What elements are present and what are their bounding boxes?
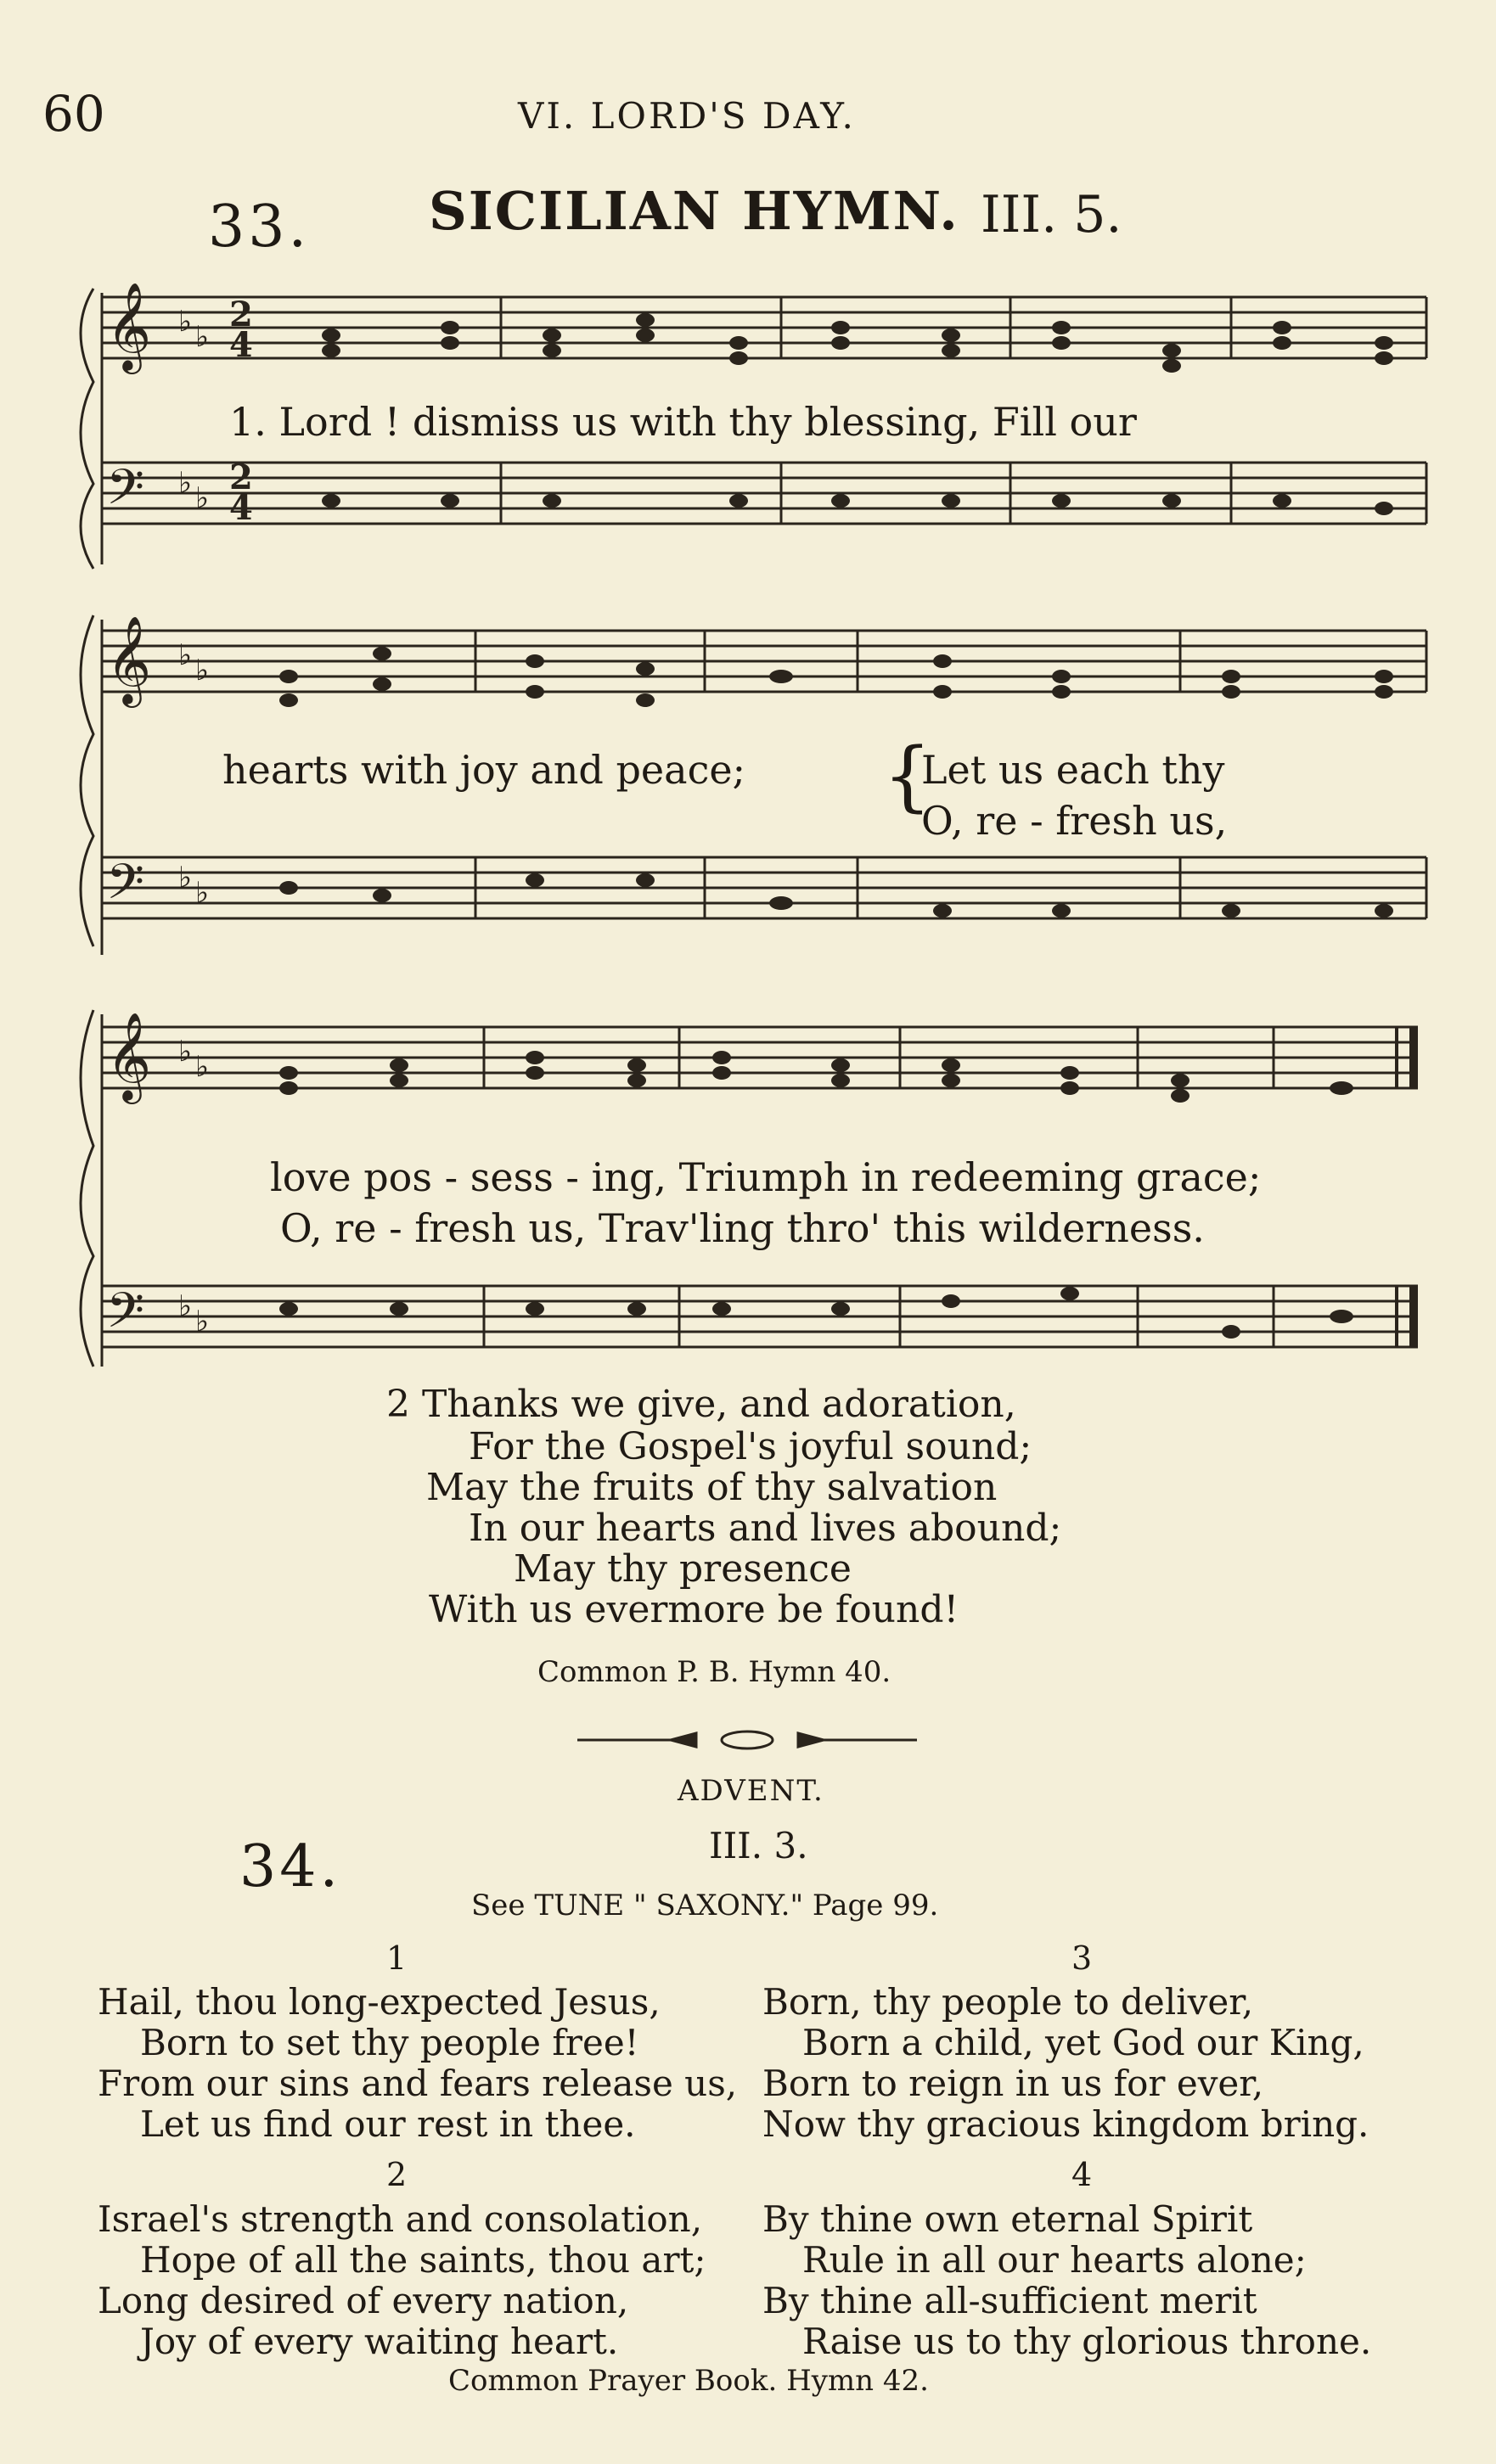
verse-line: Born to reign in us for ever, xyxy=(762,2063,1264,2104)
verse-line: Now thy gracious kingdom bring. xyxy=(762,2103,1369,2145)
hymn-33-number: 33. xyxy=(208,194,311,261)
treble-clef-icon: 𝄞 xyxy=(106,282,152,371)
stanza-number: 1 xyxy=(386,1939,408,1977)
stanza-number: 2 xyxy=(386,2156,408,2193)
verse-line: By thine own eternal Spirit xyxy=(762,2198,1253,2240)
see-tune-note: See TUNE " SAXONY." Page 99. xyxy=(471,1889,939,1922)
verse-line: For the Gospel's joyful sound; xyxy=(469,1425,1032,1468)
verse-line: From our sins and fears release us, xyxy=(98,2063,738,2104)
svg-text:♭: ♭ xyxy=(178,1035,193,1069)
svg-text:♭: ♭ xyxy=(195,876,210,910)
svg-text:♭: ♭ xyxy=(178,466,193,500)
svg-text:♭: ♭ xyxy=(195,481,210,515)
svg-text:𝄢: 𝄢 xyxy=(106,853,145,923)
verse-line: May thy presence xyxy=(514,1547,852,1591)
hymn-34-meter: III. 3. xyxy=(709,1825,808,1866)
svg-text:♭: ♭ xyxy=(195,654,210,688)
verse-line: Born a child, yet God our King, xyxy=(802,2022,1364,2063)
svg-text:4: 4 xyxy=(229,325,253,365)
stanza-number: 3 xyxy=(1071,1939,1093,1977)
svg-text:♭: ♭ xyxy=(178,861,193,895)
verse-line: Hope of all the saints, thou art; xyxy=(140,2239,706,2281)
section-title: ADVENT. xyxy=(678,1774,824,1808)
verse-line: 2 Thanks we give, and adoration, xyxy=(386,1383,1016,1426)
lyric-line: O, re - fresh us, Trav'ling thro' this wilderness. xyxy=(280,1205,1205,1251)
svg-text:♭: ♭ xyxy=(195,1050,210,1084)
verse-line: With us evermore be found! xyxy=(429,1588,959,1631)
svg-text:2: 2 xyxy=(229,457,253,497)
verse-line: By thine all-sufficient merit xyxy=(762,2280,1257,2321)
verse-line: In our hearts and lives abound; xyxy=(469,1507,1062,1550)
hymn-33-meter: III. 5. xyxy=(981,185,1122,244)
svg-text:𝄞: 𝄞 xyxy=(106,615,152,704)
bass-clef-icon: 𝄢 xyxy=(106,458,145,528)
page-number: 60 xyxy=(42,85,105,143)
verse-line: Raise us to thy glorious throne. xyxy=(802,2321,1372,2362)
hymn-34-number: 34. xyxy=(239,1833,342,1900)
hymn-33-source: Common P. B. Hymn 40. xyxy=(537,1655,891,1689)
verse-line: Born to set thy people free! xyxy=(140,2022,639,2063)
lyric-line: O, re - fresh us, xyxy=(921,798,1228,844)
verse-line: Israel's strength and consolation, xyxy=(98,2198,703,2240)
verse-line: Rule in all our hearts alone; xyxy=(802,2239,1307,2281)
lyric-line: 1. Lord ! dismiss us with thy blessing, Fill our xyxy=(229,399,1137,445)
verse-line: May the fruits of thy salvation xyxy=(426,1466,998,1509)
svg-text:2: 2 xyxy=(229,295,253,334)
stanza-number: 4 xyxy=(1071,2156,1093,2193)
svg-text:♭: ♭ xyxy=(195,1305,210,1339)
verse-line: Long desired of every nation, xyxy=(98,2280,629,2321)
svg-text:4: 4 xyxy=(229,488,253,528)
ornament-divider xyxy=(577,1723,917,1757)
verse-line: Hail, thou long-expected Jesus, xyxy=(98,1981,661,2023)
verse-line: Joy of every waiting heart. xyxy=(140,2321,619,2362)
hymn-34-source: Common Prayer Book. Hymn 42. xyxy=(448,2364,929,2398)
running-head: VI. LORD'S DAY. xyxy=(518,95,856,137)
verse-line: Let us find our rest in thee. xyxy=(140,2103,636,2145)
svg-text:𝄞: 𝄞 xyxy=(106,1012,152,1101)
svg-text:♭: ♭ xyxy=(178,638,193,672)
lyric-brace: { xyxy=(883,732,932,821)
svg-text:𝄢: 𝄢 xyxy=(106,1282,145,1351)
lyric-line: hearts with joy and peace; xyxy=(222,747,746,793)
lyric-line: love pos - sess - ing, Triumph in redeeming grace; xyxy=(270,1154,1262,1200)
svg-text:♭: ♭ xyxy=(178,1289,193,1323)
lyric-line: Let us each thy xyxy=(921,747,1225,793)
hymn-33-title: SICILIAN HYMN. xyxy=(429,180,959,242)
verse-line: Born, thy people to deliver, xyxy=(762,1981,1254,2023)
svg-text:♭: ♭ xyxy=(195,320,210,354)
system-brace xyxy=(81,289,93,569)
svg-text:♭: ♭ xyxy=(178,305,193,339)
